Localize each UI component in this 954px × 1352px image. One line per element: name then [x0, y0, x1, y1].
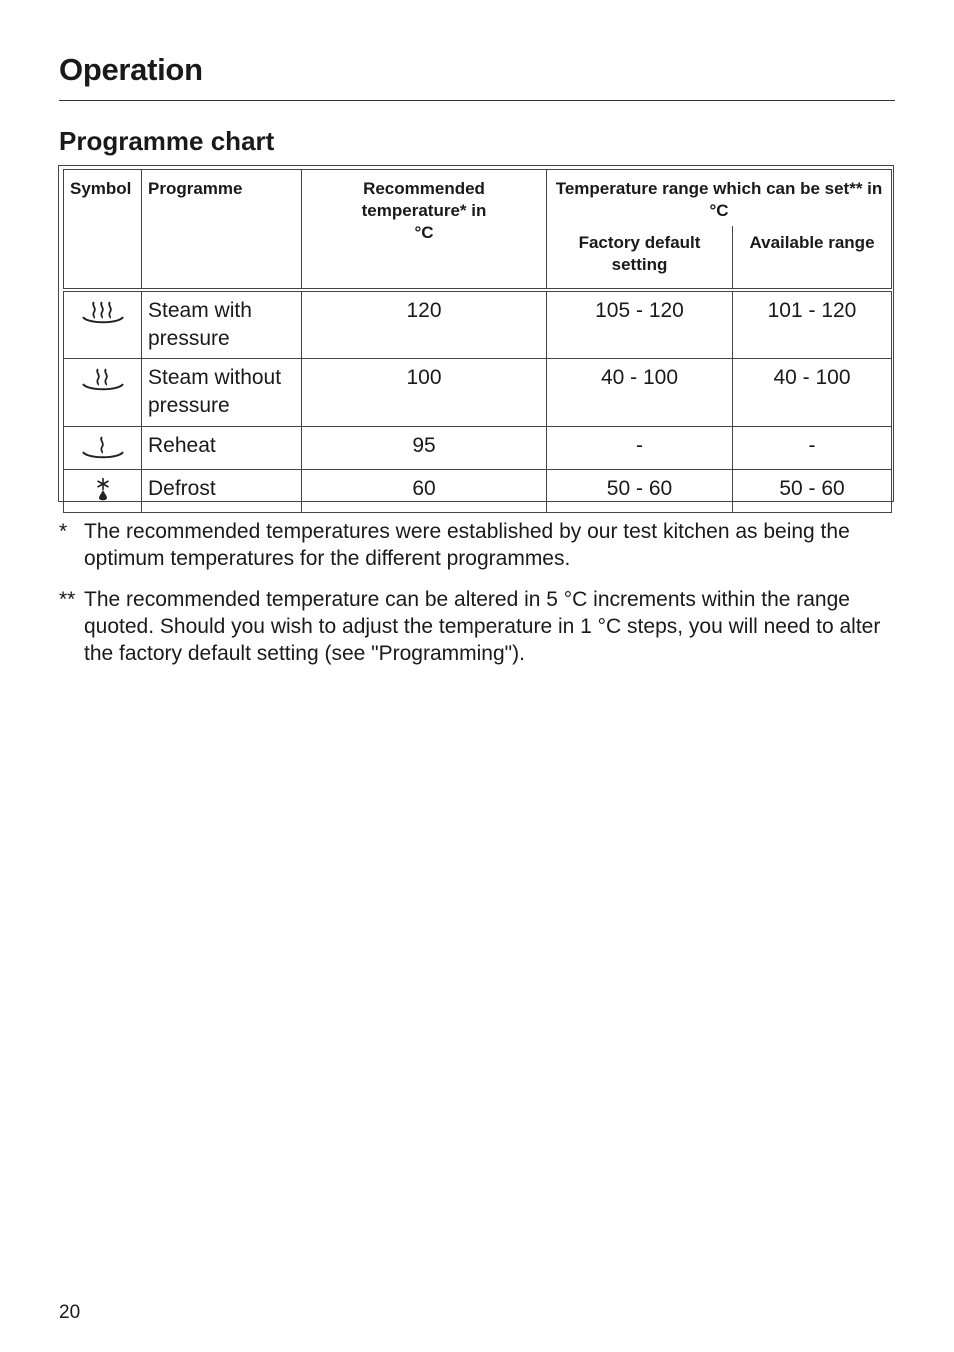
programme-chart-table: [63, 169, 892, 513]
programme-cell: Defrost: [142, 470, 302, 513]
footnote-mark: *: [59, 520, 68, 543]
page-number: 20: [59, 1302, 81, 1323]
header-temperature-range: Temperature range which can be set** in °C: [547, 170, 892, 227]
table-row: [64, 290, 892, 359]
table-row: [64, 470, 892, 513]
reheat-icon: [81, 433, 125, 469]
programme-cell: Reheat: [142, 427, 302, 470]
available-range-cell: 101 - 120: [733, 290, 892, 359]
factory-default-cell: 105 - 120: [547, 290, 733, 359]
steam-with-pressure-icon: [81, 298, 125, 334]
defrost-icon: [93, 476, 113, 512]
footnote-mark: **: [59, 588, 76, 611]
recommended-temperature-cell: 95: [302, 427, 547, 470]
table-row: [64, 427, 892, 470]
symbol-cell: [64, 359, 142, 427]
symbol-cell: [64, 290, 142, 359]
factory-default-cell: -: [547, 427, 733, 470]
programme-cell: Steam without pressure: [142, 359, 302, 427]
section-title: Programme chart: [59, 126, 275, 156]
factory-default-cell: 50 - 60: [547, 470, 733, 513]
table-row: [64, 359, 892, 427]
header-programme: Programme: [142, 170, 302, 291]
available-range-cell: 40 - 100: [733, 359, 892, 427]
header-recommended-temperature: Recommended temperature* in °C: [302, 170, 547, 291]
title-divider: [59, 100, 895, 101]
recommended-temperature-cell: 100: [302, 359, 547, 427]
recommended-temperature-cell: 60: [302, 470, 547, 513]
factory-default-cell: 40 - 100: [547, 359, 733, 427]
footnote-text: The recommended temperatures were established by our test kitchen as being the optimum temperatures for the different programmes.: [84, 520, 850, 570]
steam-without-pressure-icon: [81, 365, 125, 401]
footnotes: [59, 518, 899, 681]
footnote-text: The recommended temperature can be altered in 5 °C increments within the range quoted. Should you wish to adjust the temperature in 1 °C steps, you will need to alter the factory default setting (see "Programming").: [84, 588, 881, 665]
programme-cell: Steam with pressure: [142, 290, 302, 359]
available-range-cell: -: [733, 427, 892, 470]
symbol-cell: [64, 470, 142, 513]
recommended-temperature-cell: 120: [302, 290, 547, 359]
footnote: [59, 586, 899, 667]
header-symbol: Symbol: [64, 170, 142, 291]
header-factory-default: Factory default setting: [547, 226, 733, 290]
symbol-cell: [64, 427, 142, 470]
available-range-cell: 50 - 60: [733, 470, 892, 513]
page-title: Operation: [59, 52, 203, 87]
header-available-range: Available range: [733, 226, 892, 290]
footnote: [59, 518, 899, 572]
